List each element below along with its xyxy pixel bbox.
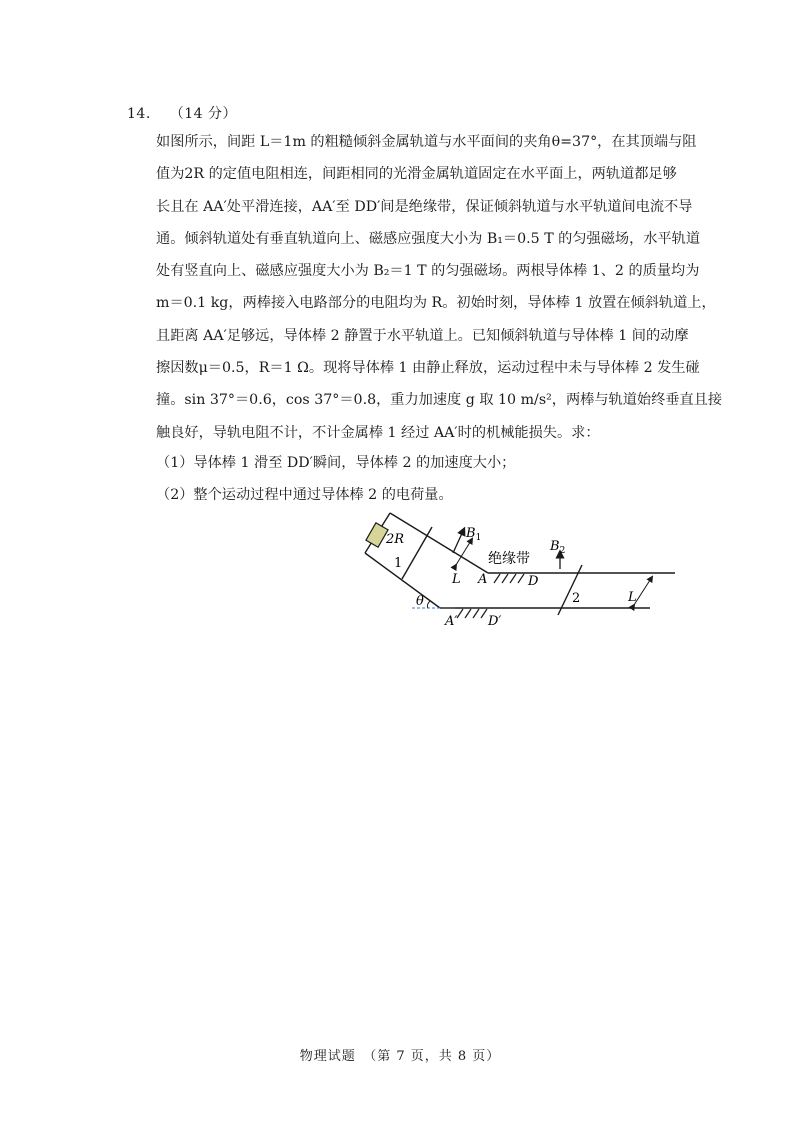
insulation-label: 绝缘带: [488, 551, 530, 567]
page-footer: 物理试题 （第 7 页，共 8 页）: [299, 1049, 501, 1064]
sub-question-2: （2）整个运动过程中通过导体棒 2 的电荷量。: [156, 487, 453, 503]
l-label-flat: L: [628, 590, 637, 605]
b1-label: $B_1$: [466, 526, 482, 543]
b1-arrow: [453, 529, 464, 553]
insulation-hatch-lower: [457, 609, 487, 618]
resistor: [366, 523, 388, 547]
body-line: 如图所示，间距 L＝1m 的粗糙倾斜金属轨道与水平面间的夹角θ=37°，在其顶端与阻: [156, 134, 697, 150]
rod-1: [402, 527, 432, 579]
a-label: A: [478, 572, 488, 587]
insulation-hatch-upper: [494, 574, 524, 583]
b2-label: $B_2$: [550, 539, 566, 556]
theta-arc: [427, 601, 430, 608]
resistor-label: 2R: [386, 532, 405, 547]
incline-rail-lower: [365, 553, 440, 608]
question-header: [127, 103, 237, 123]
l-label-incline: L: [452, 572, 461, 587]
rod-2-label: 2: [572, 591, 581, 606]
question-score: （14 分）: [169, 106, 237, 122]
question-number: 14.: [127, 106, 151, 122]
body-line: 长且在 AA′处平滑连接，AA′至 DD′间是绝缘带，保证倾斜轨道与水平轨道间电流不导: [156, 198, 693, 215]
body-line: 通。倾斜轨道处有垂直轨道向上、磁感应强度大小为 B₁＝0.5 T 的匀强磁场，水平轨道: [156, 230, 701, 247]
body-line: 处有竖直向上、磁感应强度大小为 B₂＝1 T 的匀强磁场。两根导体棒 1、2 的质量均为: [156, 263, 700, 280]
rail-diagram-svg: [360, 505, 690, 635]
body-line: 且距离 AA′足够远，导体棒 2 静置于水平轨道上。已知倾斜轨道与导体棒 1 间的动摩: [156, 327, 689, 344]
a-prime-label: A′: [445, 614, 458, 629]
body-line: 触良好，导轨电阻不计，不计金属棒 1 经过 AA′时的机械能损失。求：: [156, 424, 600, 441]
d-label: D: [528, 574, 539, 589]
incline-rail-upper: [390, 513, 488, 573]
rail-diagram: [360, 505, 690, 635]
question-body: [156, 126, 723, 449]
l-dimension-flat: [634, 577, 652, 605]
rod-1-label: 1: [394, 556, 403, 571]
body-line: 值为2R 的定值电阻相连，间距相同的光滑金属轨道固定在水平面上，两轨道都足够: [156, 166, 677, 183]
body-line: 擦因数μ＝0.5，R＝1 Ω。现将导体棒 1 由静止释放，运动过程中未与导体棒 2 发生碰: [156, 360, 700, 377]
theta-label: θ: [416, 594, 424, 609]
d-prime-label: D′: [488, 614, 502, 629]
body-line: 撞。sin 37°＝0.6，cos 37°＝0.8，重力加速度 g 取 10 m/s²，两棒与轨道始终垂直且接: [156, 392, 723, 409]
sub-question-1: （1）导体棒 1 滑至 DD′瞬间，导体棒 2 的加速度大小；: [156, 455, 516, 471]
body-line: m＝0.1 kg，两棒接入电路部分的电阻均为 R。初始时刻，导体棒 1 放置在倾斜轨道上，: [156, 295, 716, 312]
